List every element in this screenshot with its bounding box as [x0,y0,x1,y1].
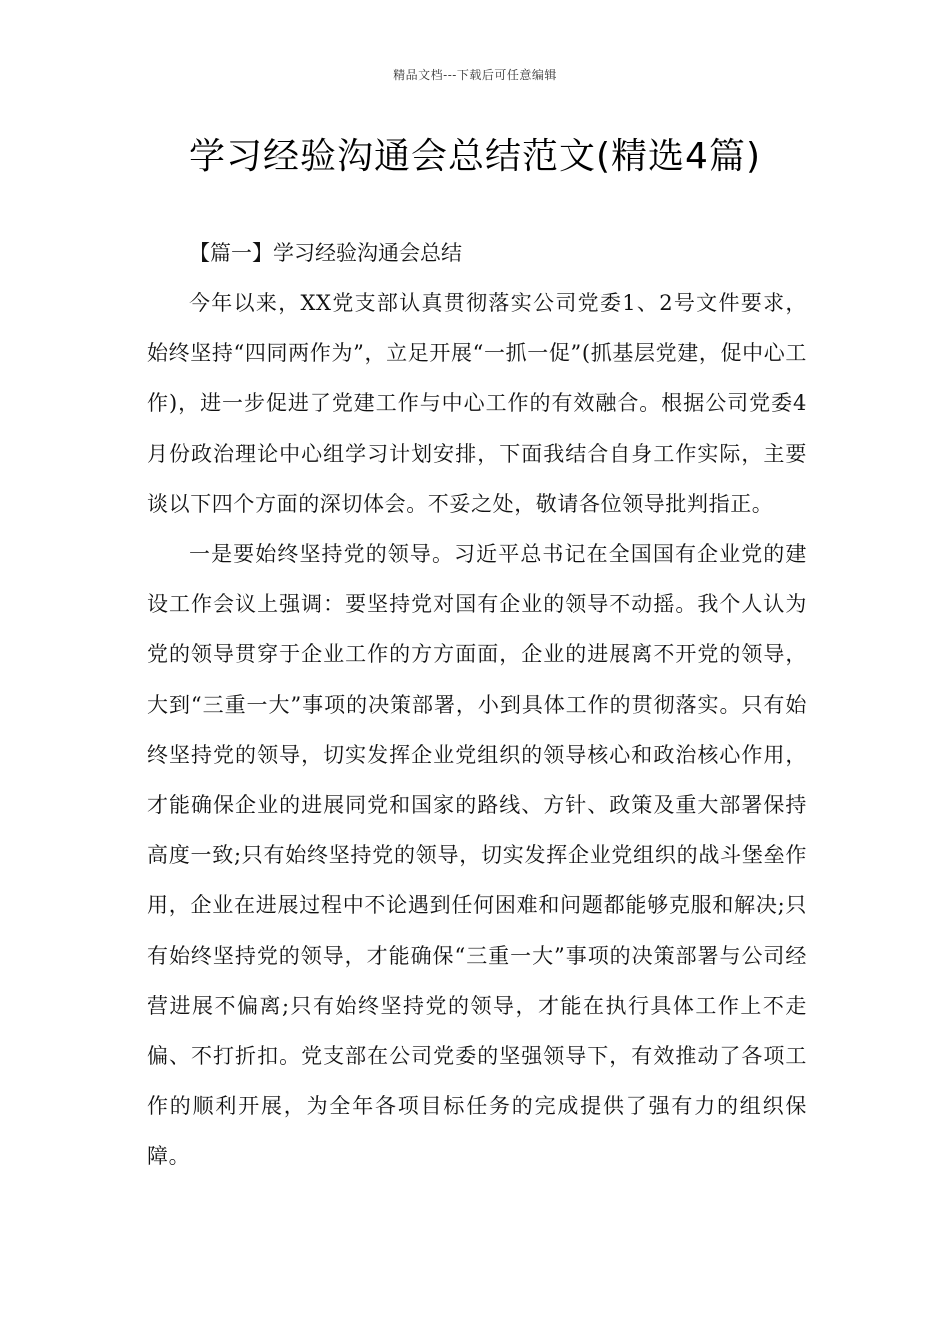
section-heading: 【篇一】学习经验沟通会总结 [189,241,462,265]
document-title: 学习经验沟通会总结范文(精选4篇) [189,136,761,177]
paragraph-2: 一是要始终坚持党的领导。习近平总书记在全国国有企业党的建设工作会议上强调：要坚持党对国有企业的领导不动摇。我个人认为党的领导贯穿于企业工作的方方面面，企业的进展离不开党的领导，大到“三重一大”事项的决策部署，小到具体工作的贯彻落实。只有始终坚持党的领导，切实发挥企业党组织的领导核心和政治核心作用，才能确保企业的进展同党和国家的路线、方针、政策及重大部署保持高度一致;只有始终坚持党的领导，切实发挥企业党组织的战斗堡垒作用，企业在进展过程中不论遇到任何困难和问题都能够克服和解决;只有始终坚持党的领导，才能确保“三重一大”事项的决策部署与公司经营进展不偏离;只有始终坚持党的领导，才能在执行具体工作上不走偏、不打折扣。党支部在公司党委的坚强领导下，有效推动了各项工作的顺利开展，为全年各项目标任务的完成提供了强有力的组织保障。 [147,542,807,1169]
document-body [147,228,807,1182]
paragraph-1: 今年以来，XX党支部认真贯彻落实公司党委1、2号文件要求，始终坚持“四同两作为”，立足开展“一抓一促”(抓基层党建，促中心工作)，进一步促进了党建工作与中心工作的有效融合。根据公司党委4月份政治理论中心组学习计划安排，下面我结合自身工作实际，主要谈以下四个方面的深切体会。不妥之处，敬请各位领导批判指正。 [147,291,807,516]
header-note: 精品文档---下载后可任意编辑 [393,68,557,82]
